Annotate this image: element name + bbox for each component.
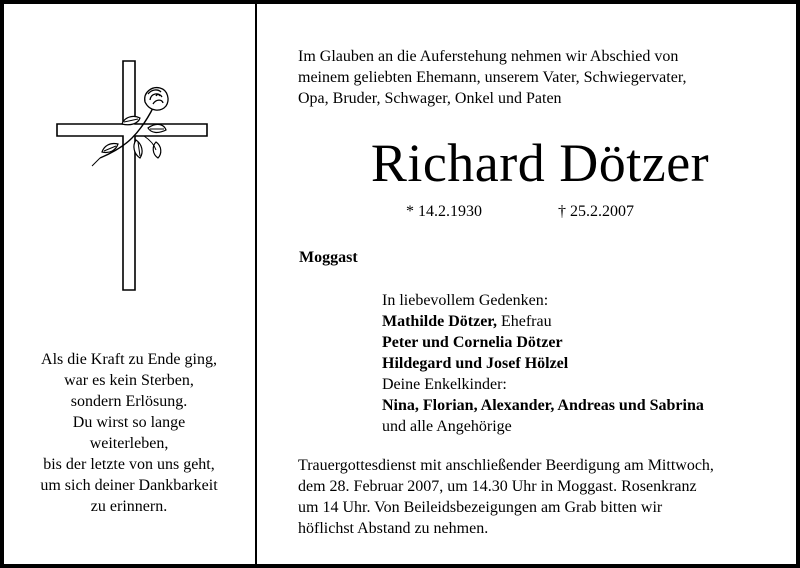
deceased-name: Richard Dötzer	[370, 133, 710, 193]
poem-line: um sich deiner Dankbarkeit	[40, 477, 218, 494]
wife-name: Mathilde Dötzer,	[382, 313, 497, 330]
poem-line: sondern Erlösung.	[70, 393, 188, 410]
funeral-service-info	[298, 455, 778, 539]
poem-line: weiterleben,	[89, 435, 169, 452]
cross-with-rose-icon	[52, 58, 214, 294]
service-line: Trauergottesdienst mit anschließender Beerdigung am Mittwoch,	[298, 457, 714, 474]
poem-line: war es kein Sterben,	[64, 372, 194, 389]
place-name: Moggast	[299, 249, 358, 266]
poem-line: bis der letzte von uns geht,	[43, 456, 215, 473]
mourner-wife	[382, 311, 704, 332]
grandchildren-names: Nina, Florian, Alexander, Andreas und Sabrina	[382, 397, 704, 414]
mourner-line: Hildegard und Josef Hölzel	[382, 355, 569, 372]
mourner-line: Peter und Cornelia Dötzer	[382, 334, 563, 351]
wife-role: Ehefrau	[496, 313, 552, 330]
poem-line: zu erinnern.	[90, 498, 168, 515]
service-line: um 14 Uhr. Von Beileidsbezeigungen am Grab bitten wir	[298, 499, 663, 516]
memorial-poem	[14, 349, 244, 517]
intro-line: Im Glauben an die Auferstehung nehmen wir Abschied von	[298, 48, 679, 65]
poem-line: Als die Kraft zu Ende ging,	[41, 351, 217, 368]
service-line: höflichst Abstand zu nehmen.	[298, 520, 489, 537]
mourners-list	[382, 290, 704, 437]
intro-line: meinem geliebten Ehemann, unserem Vater, Schwiegervater,	[298, 69, 687, 86]
mourners-heading: In liebevollem Gedenken:	[382, 292, 549, 309]
poem-line: Du wirst so lange	[72, 414, 186, 431]
column-divider	[255, 4, 257, 564]
intro-text	[298, 46, 778, 109]
death-date: † 25.2.2007	[558, 203, 634, 220]
service-line: dem 28. Februar 2007, um 14.30 Uhr in Moggast. Rosenkranz	[298, 478, 697, 495]
grandchildren-label: Deine Enkelkinder:	[382, 376, 507, 393]
intro-line: Opa, Bruder, Schwager, Onkel und Paten	[298, 90, 562, 107]
birth-date: * 14.2.1930	[406, 203, 482, 220]
other-relatives: und alle Angehörige	[382, 418, 512, 435]
